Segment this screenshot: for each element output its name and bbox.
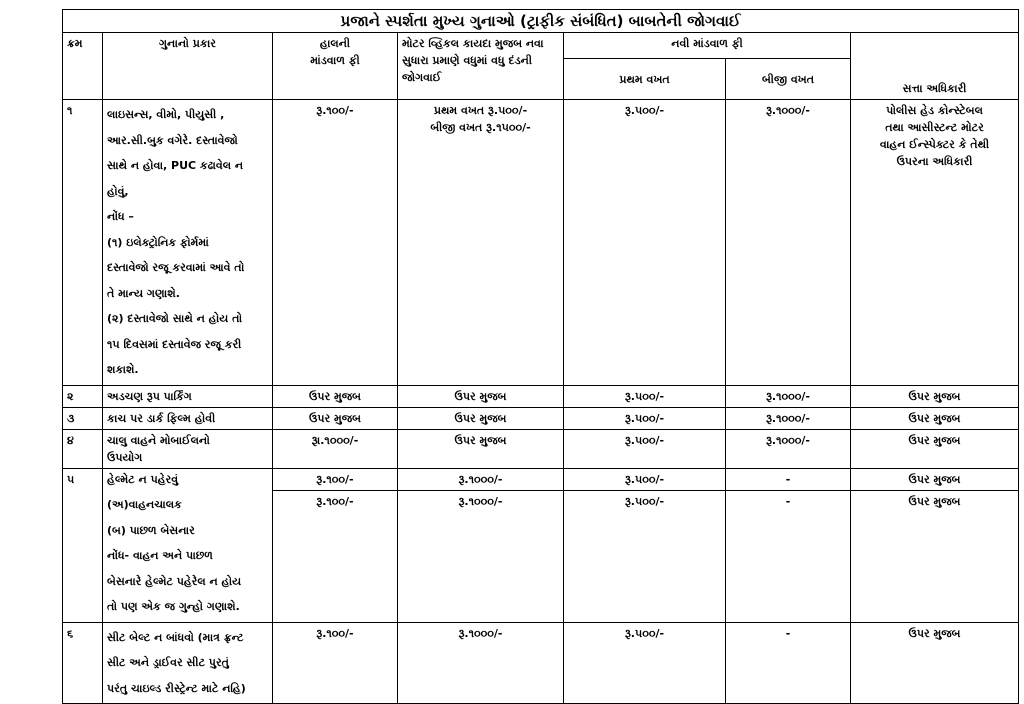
row-mva: રૂ.૧૦૦૦/- (398, 490, 564, 622)
row-sr: ૬ (63, 622, 103, 704)
row-current-fee: ઉપર મુજબ (273, 385, 398, 407)
table-row (63, 100, 1019, 386)
row-current-fee: ઉપર મુજબ (273, 407, 398, 429)
row-current-fee: રૂ.૧૦૦/- (273, 622, 398, 704)
col-header-mva: મોટર વ્હિકલ કાયદા મુજબ નવા સુધારા પ્રમાણે વધુમાં વધુ દંડની જોગવાઈ (398, 33, 564, 100)
offense-line: ૧૫ દિવસમાં દસ્તાવેજ રજૂ કરી (107, 337, 242, 351)
row-offense: અડચણ રૂપ પાર્કિંગ (103, 385, 273, 407)
col-header-offense: ગુનાનો પ્રકાર (103, 33, 273, 100)
col-header-current-fee (273, 33, 398, 100)
authority-line: વાહન ઈન્સ્પેક્ટર કે તેથી (879, 138, 990, 151)
row-authority: ઉપર મુજબ (851, 429, 1019, 468)
row-sr: ૩ (63, 407, 103, 429)
offense-line: નોંધ – (107, 210, 134, 223)
offense-line: લાઇસન્સ, વીમો, પીયુસી , (107, 108, 225, 121)
col-header-current-fee-line: હાલની (319, 37, 351, 50)
row-first-time: રૂ.૫૦૦/- (564, 490, 726, 622)
col-header-sr: ક્રમ (63, 33, 103, 100)
col-header-authority: સત્તા અધિકારી (851, 33, 1019, 100)
row-authority: ઉપર મુજબ (851, 407, 1019, 429)
row-first-time: રૂ.૫૦૦/- (564, 100, 726, 386)
row-authority (851, 100, 1019, 386)
offense-line: ચાલુ વાહને મોબાઈલનો (107, 433, 210, 447)
row-offense (103, 429, 273, 468)
row-mva: ઉપર મુજબ (398, 407, 564, 429)
mva-line: બીજી વખત રૂ.૧૫૦૦/- (430, 121, 531, 134)
col-header-first-time: પ્રથમ વખત (564, 59, 726, 100)
offense-line: (૨) દસ્તાવેજો સાથે ન હોય તો (107, 312, 243, 325)
row-current-fee: રૂ.૧૦૦/- (273, 490, 398, 622)
header-row-1 (63, 33, 1019, 59)
row-first-time: રૂ.૫૦૦/- (564, 468, 726, 490)
offense-line: શકાશે. (107, 363, 139, 376)
row-mva: રૂ.૧૦૦૦/- (398, 468, 564, 490)
offense-line: (૧) ઇલેક્ટ્રોનિક ફોર્મમાં (107, 235, 209, 249)
row-current-fee: રૂ.૧૦૦/- (273, 100, 398, 386)
row-offense (103, 100, 273, 386)
row-first-time: રૂ.૫૦૦/- (564, 622, 726, 704)
row-second-time: રૂ.૧૦૦૦/- (726, 100, 851, 386)
col-header-new-fee: નવી માંડવાળ ફી (564, 33, 851, 59)
row-first-time: રૂ.૫૦૦/- (564, 407, 726, 429)
col-header-current-fee-line: માંડવાળ ફી (310, 54, 360, 67)
row-first-time: રૂ.૫૦૦/- (564, 429, 726, 468)
row-offense: હેલ્મેટ ન પહેરવું (103, 468, 273, 490)
table-row (63, 622, 1019, 704)
row-sr: ૫ (63, 468, 103, 622)
offense-line: સીટ બેલ્ટ ન બાંધવો (માત્ર ફ્રન્ટ (107, 630, 244, 644)
row-current-fee: રૂા.૧૦૦૦/- (273, 429, 398, 468)
offense-line: તો પણ એક જ ગુન્હો ગણાશે. (107, 600, 240, 613)
table-row (63, 407, 1019, 429)
row-offense-sub (103, 490, 273, 622)
offense-line: બેસનારે હેલ્મેટ પહેરેલ ન હોય (107, 574, 242, 588)
row-second-time: - (726, 622, 851, 704)
row-second-time: રૂ.૧૦૦૦/- (726, 407, 851, 429)
row-current-fee: રૂ.૧૦૦/- (273, 468, 398, 490)
row-authority: ઉપર મુજબ (851, 490, 1019, 622)
row-sr: ૪ (63, 429, 103, 468)
row-mva (398, 100, 564, 386)
mva-line: પ્રથમ વખત રૂ.૫૦૦/- (433, 104, 528, 117)
row-sr: ૨ (63, 385, 103, 407)
authority-line: તથા આસીસ્ટન્ટ મોટર (885, 121, 984, 134)
traffic-offense-table (62, 9, 1019, 704)
offense-line: આર.સી.બુક વગેરે. દસ્તાવેજો (107, 133, 238, 147)
table-row (63, 429, 1019, 468)
offense-line: સીટ અને ડ્રાઈવર સીટ પુરતું (107, 656, 229, 669)
row-mva: રૂ.૧૦૦૦/- (398, 622, 564, 704)
row-offense: કાચ પર ડાર્ક ફિલ્મ હોવી (103, 407, 273, 429)
col-header-second-time: બીજી વખત (726, 59, 851, 100)
table-row (63, 385, 1019, 407)
title-row (63, 10, 1019, 33)
row-sr: ૧ (63, 100, 103, 386)
offense-line: તે માન્ય ગણાશે. (107, 286, 180, 300)
row-authority: ઉપર મુજબ (851, 385, 1019, 407)
offense-line: સાથે ન હોવા, PUC કઢાવેલ ન (107, 159, 244, 172)
row-offense (103, 622, 273, 704)
offense-line: પરંતુ ચાઇલ્ડ રીસ્ટ્રેન્ટ માટે નહિ) (107, 681, 246, 695)
authority-line: ઉપરના અધિકારી (896, 155, 973, 168)
authority-line: પોલીસ હેડ કોન્સ્ટેબલ (886, 104, 983, 117)
table-row (63, 468, 1019, 490)
page-title: પ્રજાને સ્પર્શતા મુખ્ય ગુનાઓ (ટ્રાફીક સંબંધિત) બાબતેની જોગવાઈ (63, 10, 1019, 33)
row-mva: ઉપર મુજબ (398, 429, 564, 468)
row-second-time: - (726, 468, 851, 490)
offense-line: (અ)વાહનચાલક (107, 498, 182, 511)
row-mva: ઉપર મુજબ (398, 385, 564, 407)
offense-line: (બ) પાછળ બેસનાર (107, 523, 195, 537)
table-row (63, 490, 1019, 622)
row-second-time: રૂ.૧૦૦૦/- (726, 429, 851, 468)
row-authority: ઉપર મુજબ (851, 622, 1019, 704)
offense-line: દસ્તાવેજો રજૂ કરવામાં આવે તો (107, 261, 245, 274)
row-first-time: રૂ.૫૦૦/- (564, 385, 726, 407)
document-page (62, 9, 1018, 704)
row-second-time: રૂ.૧૦૦૦/- (726, 385, 851, 407)
offense-line: ઉપયોગ (107, 450, 143, 464)
offense-line: નોંધ- વાહન અને પાછળ (107, 549, 213, 562)
row-second-time: - (726, 490, 851, 622)
offense-line: હોવું, (107, 184, 129, 198)
row-authority: ઉપર મુજબ (851, 468, 1019, 490)
